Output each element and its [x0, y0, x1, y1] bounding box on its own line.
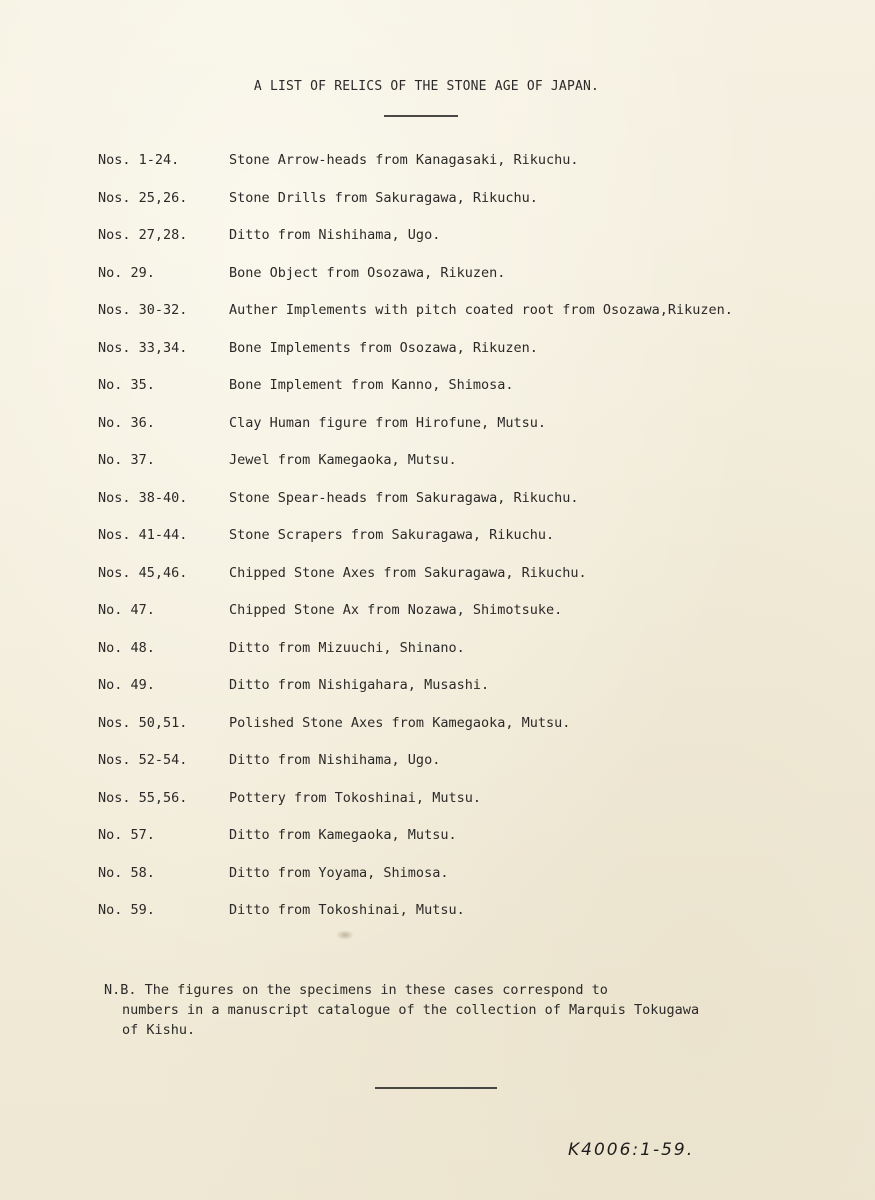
item-number: Nos. 1-24.	[98, 152, 180, 168]
item-description: Polished Stone Axes from Kamegaoka, Mutsu.	[229, 714, 571, 731]
item-description: Stone Drills from Sakuragawa, Rikuchu.	[229, 189, 538, 206]
item-number: No. 57.	[98, 827, 155, 843]
footnote-line: numbers in a manuscript catalogue of the collection of Marquis Tokugawa	[122, 1002, 700, 1018]
list-item	[98, 640, 838, 678]
relic-list	[98, 152, 838, 940]
item-number: No. 35.	[98, 377, 155, 393]
list-item	[98, 190, 838, 228]
item-description: Jewel from Kamegaoka, Mutsu.	[229, 452, 457, 468]
list-item	[98, 265, 838, 303]
list-item	[98, 602, 838, 640]
list-item	[98, 902, 838, 940]
list-item	[98, 415, 838, 453]
item-description: Auther Implements with pitch coated root from Osozawa,Rikuzen.	[229, 302, 733, 318]
list-item	[98, 677, 838, 715]
item-number: No. 36.	[98, 414, 155, 431]
item-number: No. 48.	[98, 639, 155, 656]
item-number: Nos. 41-44.	[98, 527, 188, 543]
item-number: Nos. 45,46.	[98, 564, 188, 581]
item-description: Ditto from Tokoshinai, Mutsu.	[229, 902, 465, 918]
item-number: No. 37.	[98, 452, 155, 468]
item-number: Nos. 38-40.	[98, 489, 188, 506]
item-number: Nos. 33,34.	[98, 339, 188, 356]
list-item	[98, 715, 838, 753]
list-item	[98, 227, 838, 265]
footnote-line: of Kishu.	[122, 1022, 196, 1038]
list-item	[98, 377, 838, 415]
list-item	[98, 452, 838, 490]
item-number: No. 29.	[98, 264, 155, 281]
closing-rule	[375, 1087, 497, 1089]
item-number: No. 59.	[98, 902, 155, 918]
item-description: Stone Scrapers from Sakuragawa, Rikuchu.	[229, 527, 555, 543]
item-description: Pottery from Tokoshinai, Mutsu.	[229, 789, 481, 806]
list-item	[98, 302, 838, 340]
item-description: Bone Implements from Osozawa, Rikuzen.	[229, 339, 538, 356]
item-number: Nos. 55,56.	[98, 789, 188, 806]
footnote	[104, 980, 804, 1040]
item-description: Ditto from Nishigahara, Musashi.	[229, 677, 490, 693]
item-number: Nos. 30-32.	[98, 302, 188, 318]
item-number: Nos. 52-54.	[98, 752, 188, 768]
list-item	[98, 752, 838, 790]
list-item	[98, 827, 838, 865]
item-description: Ditto from Yoyama, Shimosa.	[229, 864, 449, 881]
item-description: Ditto from Nishihama, Ugo.	[229, 227, 441, 243]
item-number: No. 58.	[98, 864, 155, 881]
title-underline	[384, 115, 458, 117]
handwritten-catalog-number: K4006:1-59.	[568, 1140, 695, 1160]
item-description: Stone Arrow-heads from Kanagasaki, Rikuchu.	[229, 152, 579, 168]
item-description: Clay Human figure from Hirofune, Mutsu.	[229, 414, 546, 431]
list-item	[98, 340, 838, 378]
list-item	[98, 565, 838, 603]
paper-stain	[336, 930, 354, 940]
list-item	[98, 527, 838, 565]
list-item	[98, 865, 838, 903]
footnote-line: N.B. The figures on the specimens in these cases correspond to	[104, 982, 608, 998]
item-number: No. 49.	[98, 677, 155, 693]
item-description: Ditto from Kamegaoka, Mutsu.	[229, 827, 457, 843]
item-description: Bone Implement from Kanno, Shimosa.	[229, 377, 514, 393]
item-description: Chipped Stone Axes from Sakuragawa, Rikuchu.	[229, 564, 587, 581]
item-description: Chipped Stone Ax from Nozawa, Shimotsuke.	[229, 602, 563, 618]
item-number: No. 47.	[98, 602, 155, 618]
item-description: Bone Object from Osozawa, Rikuzen.	[229, 264, 506, 281]
item-description: Stone Spear-heads from Sakuragawa, Rikuchu.	[229, 489, 579, 506]
list-item	[98, 152, 838, 190]
list-item	[98, 790, 838, 828]
item-number: Nos. 25,26.	[98, 189, 188, 206]
item-description: Ditto from Mizuuchi, Shinano.	[229, 639, 465, 656]
document-title: A LIST OF RELICS OF THE STONE AGE OF JAPAN.	[253, 79, 600, 94]
item-description: Ditto from Nishihama, Ugo.	[229, 752, 441, 768]
item-number: Nos. 27,28.	[98, 227, 188, 243]
list-item	[98, 490, 838, 528]
item-number: Nos. 50,51.	[98, 714, 188, 731]
